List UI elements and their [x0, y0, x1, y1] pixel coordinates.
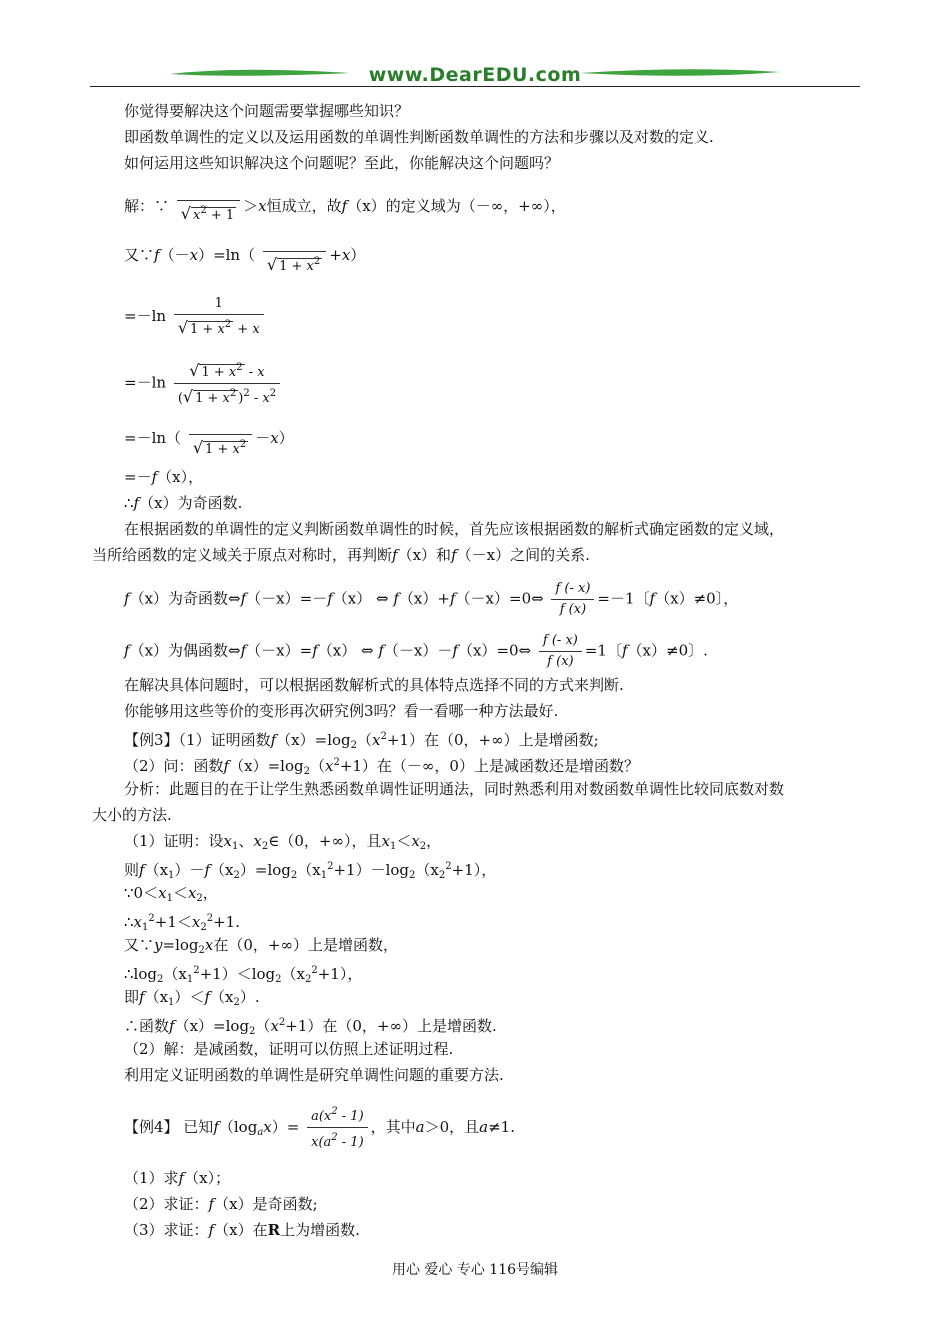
text-line: 利用定义证明函数的单调性是研究单调性问题的重要方法.: [124, 1066, 504, 1084]
proof-line: $\therefore x_1^2+1<x_2^2+1$.: [124, 913, 240, 933]
question-line: （3）求证：f（x）在R上为增函数.: [124, 1221, 360, 1239]
text-line: 即函数单调性的定义以及运用函数的单调性判断函数单调性的方法和步骤以及对数的定义.: [124, 128, 714, 146]
equation-line: 又∵f（－x）=ln（ √ $1 + x^2$ +x）: [124, 233, 365, 275]
equivalence-line: f（x）为偶函数⇔f（－x）=f（x） ⇔ f（－x）－f（x）=0⇔ $\frac{f (- x)}{f (x)}$ =1〔f（x）≠0〕.: [124, 633, 708, 669]
proof-line: （1）证明：设$x_1$、$x_2\in(0$，+∞），且$x_1<x_2$，: [124, 832, 442, 852]
text-line: 你能够用这些等价的变形再次研究例3吗？看一看哪一种方法最好.: [124, 702, 559, 720]
header-rule: [90, 86, 860, 87]
question-line: （2）求证：f（x）是奇函数;: [124, 1195, 318, 1213]
fraction: $\frac{f (- x)}{f (x)}$: [551, 581, 594, 618]
solution-line: 解：∵ √ $x^2 + 1$ ＞x恒成立，故f（x）的定义域为（－∞，+∞），: [124, 182, 566, 224]
text-line: 如何运用这些知识解决这个问题呢？至此，你能解决这个问题吗？: [124, 154, 560, 172]
conclusion-line: ∴f（x）为奇函数.: [124, 494, 243, 512]
equation-line: =－ln $\frac{1}{√ 1 + x^2 + x}$: [124, 296, 267, 338]
fraction: √ $1 + x^2$: [189, 416, 252, 458]
proof-line: 又$\because y=\log_2x$在（0，+∞）上是增函数，: [124, 936, 398, 956]
fraction: √ $1 + x^2$: [263, 233, 326, 275]
example-3-line: 【例3】（1）证明函数$f(x)=\log_2(x^2+1)$在（0，+∞）上是增函数;: [124, 731, 599, 751]
fraction: √ $x^2 + 1$: [177, 182, 240, 224]
proof-line: 则$f(x_1)-f(x_2)=\log_2(x_1^2+1)-\log_2(x_2^2+1)$，: [124, 861, 497, 881]
equation-line: =－ln $\frac{√ 1 + x^2 - x}{(√ 1 + x^2 )^2 - x^2}$: [124, 360, 283, 407]
proof-line: ∴函数$f(x)=\log_2(x^2+1)$在（0，+∞）上是增函数.: [124, 1017, 497, 1037]
example-3-line: （2）问：函数$f(x)=\log_2(x^2+1)$在（－∞，0）上是减函数还是增函数？: [124, 757, 639, 777]
text-line: 大小的方法.: [92, 806, 172, 824]
question-line: （1）求f（x）；: [124, 1169, 231, 1187]
proof-line: $\because 0<x_1<x_2$，: [124, 884, 218, 904]
fraction: $\frac{f (- x)}{f (x)}$: [539, 633, 582, 670]
fraction: $\frac{√ 1 + x^2 - x}{(√ 1 + x^2 )^2 - x^2}$: [174, 360, 280, 407]
equation-line: =－ln（ √ $1 + x^2$ －x）: [124, 416, 294, 458]
example-4-line: 【例4】 已知$f(\log_ax)=$ $\frac{a(x^2 - 1)}{x(a^2 - 1)}$ ，其中a＞0，且a≠1.: [124, 1106, 515, 1150]
proof-line: 即$f(x_1)<f(x_2)$.: [124, 988, 260, 1008]
text-line: （2）解：是减函数，证明可以仿照上述证明过程.: [124, 1040, 454, 1058]
text-line: 你觉得要解决这个问题需要掌握哪些知识？: [124, 102, 410, 120]
text-line: 在根据函数的单调性的定义判断函数单调性的时候，首先应该根据函数的解析式确定函数的定义域，: [124, 520, 785, 538]
fraction: $\frac{a(x^2 - 1)}{x(a^2 - 1)}$: [307, 1104, 368, 1151]
fraction: $\frac{1}{√ 1 + x^2 + x}$: [174, 296, 264, 338]
page-footer: 用心 爱心 专心 116号编辑: [391, 1262, 559, 1278]
equation-line: =－f（x），: [124, 468, 204, 486]
text-line: 在解决具体问题时，可以根据函数解析式的具体特点选择不同的方式来判断.: [124, 676, 624, 694]
proof-line: $\therefore\log_2(x_1^2+1)<\log_2(x_2^2+1)$，: [124, 965, 363, 985]
site-logo: www.DearEDU.com: [368, 64, 582, 86]
equivalence-line: f（x）为奇函数⇔f（－x）=－f（x） ⇔ f（x）+f（－x）=0⇔ $\frac{f (- x)}{f (x)}$ =－1〔f（x）≠0〕，: [124, 581, 739, 617]
text-line: 分析：此题目的在于让学生熟悉函数单调性证明通法，同时熟悉利用对数函数单调性比较同底数对数: [124, 780, 785, 798]
text-line: 当所给函数的定义域关于原点对称时，再判断f（x）和f（－x）之间的关系.: [92, 546, 590, 564]
